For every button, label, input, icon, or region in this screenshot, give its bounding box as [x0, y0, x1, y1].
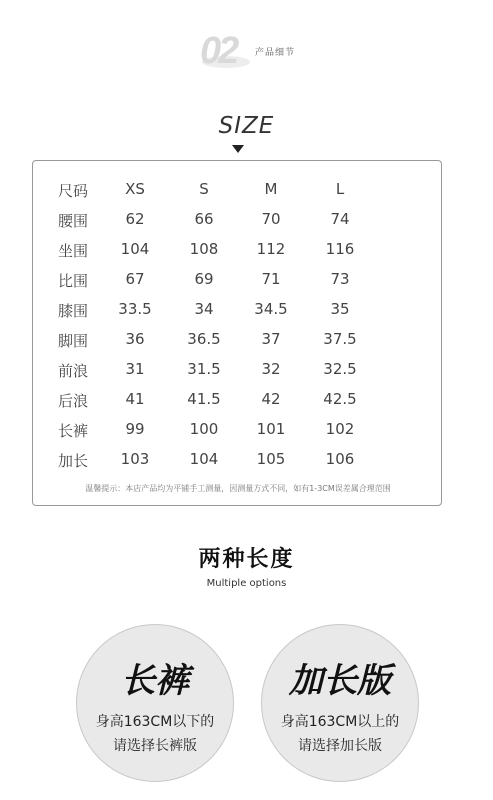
table-cell: 104 [120, 240, 150, 258]
table-cell: 71 [261, 270, 281, 288]
row-label: 比围 [57, 272, 88, 290]
options-title: 两种长度 [198, 547, 295, 572]
table-row [33, 420, 443, 444]
table-cell: 99 [125, 420, 145, 438]
table-cell: 62 [125, 210, 145, 228]
option-extended-length [261, 624, 419, 782]
table-row [33, 330, 443, 354]
row-label: 坐围 [57, 242, 88, 260]
option-height-text: 身高163CM以上的 [280, 714, 400, 730]
row-label: 加长 [57, 452, 88, 470]
options-subtitle: Multiple options [206, 578, 287, 589]
column-header: S [199, 180, 209, 198]
table-cell: 74 [330, 210, 350, 228]
table-cell: 31 [125, 360, 145, 378]
table-cell: 42.5 [323, 390, 357, 408]
row-label: 膝围 [57, 302, 88, 320]
table-cell: 106 [325, 450, 355, 468]
section-label: 产品细节 [255, 48, 296, 58]
option-choice-text: 请选择长裤版 [113, 738, 197, 754]
option-regular-length [76, 624, 234, 782]
down-arrow-icon [232, 145, 244, 153]
table-cell: 34.5 [254, 300, 288, 318]
option-name: 加长版 [289, 661, 391, 701]
table-cell: 73 [330, 270, 350, 288]
table-cell: 36.5 [187, 330, 221, 348]
table-cell: 42 [261, 390, 281, 408]
table-row [33, 300, 443, 324]
table-cell: 66 [194, 210, 214, 228]
table-cell: 41 [125, 390, 145, 408]
table-cell: 31.5 [187, 360, 221, 378]
size-table [32, 160, 442, 506]
table-cell: 103 [120, 450, 150, 468]
table-cell: 36 [125, 330, 145, 348]
table-cell: 70 [261, 210, 281, 228]
measurement-note: 温馨提示：本店产品均为平铺手工测量，因测量方式不同，如有1-3CM误差属合理范围 [85, 484, 391, 493]
option-choice-text: 请选择加长版 [298, 738, 382, 754]
table-row [33, 450, 443, 474]
table-cell: 102 [325, 420, 355, 438]
column-header: L [335, 180, 345, 198]
table-cell: 116 [325, 240, 355, 258]
table-cell: 41.5 [187, 390, 221, 408]
table-cell: 32.5 [323, 360, 357, 378]
column-header: 尺码 [57, 182, 88, 200]
option-height-text: 身高163CM以下的 [95, 714, 215, 730]
table-cell: 100 [189, 420, 219, 438]
row-label: 前浪 [57, 362, 88, 380]
table-cell: 104 [189, 450, 219, 468]
table-cell: 32 [261, 360, 281, 378]
table-cell: 33.5 [118, 300, 152, 318]
column-header: XS [125, 180, 145, 198]
option-name: 长裤 [121, 661, 189, 701]
section-number: 02 [200, 30, 237, 72]
table-cell: 108 [189, 240, 219, 258]
table-row [33, 210, 443, 234]
column-header: M [264, 180, 278, 198]
table-cell: 69 [194, 270, 214, 288]
table-cell: 34 [194, 300, 214, 318]
table-cell: 37.5 [323, 330, 357, 348]
table-row [33, 270, 443, 294]
row-label: 脚围 [57, 332, 88, 350]
row-label: 长裤 [57, 422, 88, 440]
table-cell: 101 [256, 420, 286, 438]
table-row [33, 360, 443, 384]
table-cell: 105 [256, 450, 286, 468]
table-cell: 112 [256, 240, 286, 258]
size-title: SIZE [218, 113, 275, 139]
table-cell: 37 [261, 330, 281, 348]
table-row [33, 240, 443, 264]
table-row [33, 390, 443, 414]
section-header [200, 28, 350, 78]
table-header-row [33, 180, 443, 204]
row-label: 后浪 [57, 392, 88, 410]
row-label: 腰围 [57, 212, 88, 230]
table-cell: 35 [330, 300, 350, 318]
table-cell: 67 [125, 270, 145, 288]
